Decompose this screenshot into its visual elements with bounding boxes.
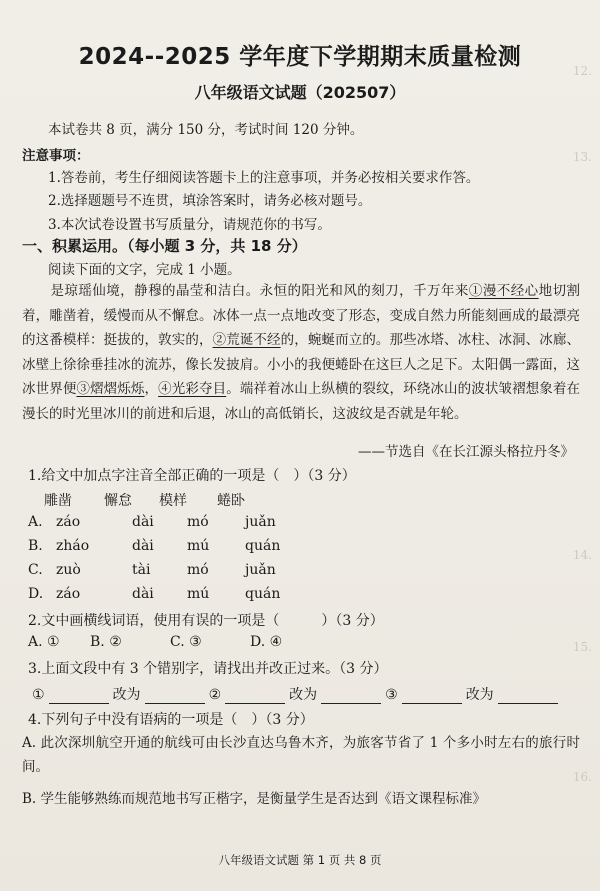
answer-blank[interactable] <box>145 689 205 704</box>
option-label: A. <box>28 514 43 530</box>
bleed-number: 13. <box>572 150 592 164</box>
option-value: quán <box>245 538 281 554</box>
q3-stem: 3.上面文段中有 3 个错别字，请找出并改正过来。（3 分） <box>28 661 388 677</box>
option-label: C. <box>28 562 43 578</box>
q2-option: B. ② <box>90 634 122 650</box>
option-value: mú <box>187 586 210 602</box>
q2-stem: 2.文中画横线词语，使用有误的一项是（ ）（3 分） <box>28 613 384 629</box>
answer-blank[interactable] <box>225 689 285 704</box>
q1-word: 模样 <box>159 493 187 509</box>
passage-credit: ——节选自《在长江源头格拉丹冬》 <box>358 444 574 460</box>
passage-text: ， <box>144 381 159 397</box>
option-value: dài <box>132 586 154 602</box>
option-value: zuò <box>56 562 81 578</box>
fill-label: 改为 <box>289 687 318 703</box>
q4-stem: 4.下列句子中没有语病的一项是（ ）（3 分） <box>28 712 314 728</box>
q1-word: 蜷卧 <box>217 493 245 509</box>
option-value: dài <box>132 514 154 530</box>
option-value: tài <box>132 562 151 578</box>
exam-info: 本试卷共 8 页，满分 150 分，考试时间 120 分钟。 <box>48 122 364 138</box>
passage-text: 是琼瑶仙境，静穆的晶莹和洁白。永恒的阳光和风的刻刀，千万年来 <box>50 283 469 299</box>
passage-text: 的，蜿蜒而立的。那些冰塔、冰柱、冰洞、冰廊、冰壁上徐徐垂挂冰的流苏，像长发披肩。小小的我便蜷卧在这巨人之足下。太阳偶一露面，这冰世界便 <box>22 332 581 397</box>
option-value: zháo <box>56 538 90 554</box>
exam-subtitle: 八年级语文试题（202507） <box>194 83 406 102</box>
option-value: quán <box>245 586 281 602</box>
bleed-number: 12. <box>572 64 592 78</box>
answer-blank[interactable] <box>49 689 109 704</box>
fill-label: 改为 <box>112 687 141 703</box>
page-footer: 八年级语文试题 第 1 页 共 8 页 <box>218 853 382 867</box>
q1-option-b <box>28 538 280 554</box>
marked-phrase-1: ①漫不经心 <box>468 283 539 299</box>
q2-option: D. ④ <box>250 634 283 650</box>
exam-title: 2024--2025 学年度下学期期末质量检测 <box>78 44 522 70</box>
option-label: B. <box>28 538 43 554</box>
q3-fill-row <box>32 684 562 704</box>
q1-word: 懈怠 <box>104 493 132 509</box>
option-value: záo <box>56 514 81 530</box>
passage-text: 。端祥着冰山上纵横的裂纹，环绕冰山的波状皱褶想象着在漫长的时光里冰川的前进和后退，冰山的高低销长，这波纹是否就是年轮。 <box>22 381 581 422</box>
bleed-number: 15. <box>572 640 592 654</box>
q1-header-row <box>44 490 245 510</box>
section-heading: 一、积累运用。（每小题 3 分，共 18 分） <box>22 237 307 255</box>
option-label: D. <box>28 586 44 602</box>
notes-title: 注意事项： <box>22 148 90 164</box>
q4-option-a: A. 此次深圳航空开通的航线可由长沙直达乌鲁木齐，为旅客节省了 1 个多小时左右的旅行时间。 <box>22 735 580 775</box>
fill-label: 改为 <box>465 687 494 703</box>
fill-index: ① <box>32 687 45 703</box>
q1-option-a <box>28 514 276 530</box>
q4-option-b: B. 学生能够熟练而规范地书写正楷字，是衡量学生是否达到《语文课程标准》 <box>22 791 487 807</box>
fill-index: ③ <box>385 687 398 703</box>
answer-blank[interactable] <box>321 689 381 704</box>
reading-passage <box>22 279 580 426</box>
option-value: dài <box>132 538 154 554</box>
option-value: mú <box>187 538 210 554</box>
q1-word: 雕凿 <box>44 493 72 509</box>
fill-index: ② <box>208 687 222 703</box>
q1-option-d <box>28 586 280 602</box>
bleed-number: 14. <box>572 548 592 562</box>
option-value: juǎn <box>245 514 276 530</box>
q1-stem: 1.给文中加点字注音全部正确的一项是（ ）（3 分） <box>28 468 356 484</box>
note-item: 3.本次试卷设置书写质量分，请规范你的书写。 <box>48 217 331 233</box>
q1-option-c <box>28 562 276 578</box>
passage-text: 地切割着，雕凿着，缓慢而从不懈怠。冰体一点一点地改变了形态，变成自然力所能刻画成的最漂亮的这番模样：挺拔的，敦实的， <box>22 283 581 348</box>
option-value: mó <box>187 514 209 530</box>
marked-phrase-3: ③熠熠烁烁 <box>76 381 145 397</box>
note-item: 2.选择题题号不连贯，填涂答案时，请务必核对题号。 <box>48 193 372 209</box>
q2-option: A. ① <box>28 634 60 650</box>
marked-phrase-4: ④光彩夺目 <box>158 381 227 397</box>
q2-option: C. ③ <box>170 634 202 650</box>
option-value: záo <box>56 586 81 602</box>
bleed-number: 16. <box>572 770 592 784</box>
marked-phrase-2: ②荒诞不经 <box>212 332 281 348</box>
passage-instruction: 阅读下面的文字，完成 1 小题。 <box>48 262 241 278</box>
q2-options <box>28 634 282 650</box>
option-value: mó <box>187 562 209 578</box>
answer-blank[interactable] <box>402 689 462 704</box>
answer-blank[interactable] <box>498 689 558 704</box>
note-item: 1.答卷前，考生仔细阅读答题卡上的注意事项，并务必按相关要求作答。 <box>48 170 480 186</box>
option-value: juǎn <box>245 562 276 578</box>
